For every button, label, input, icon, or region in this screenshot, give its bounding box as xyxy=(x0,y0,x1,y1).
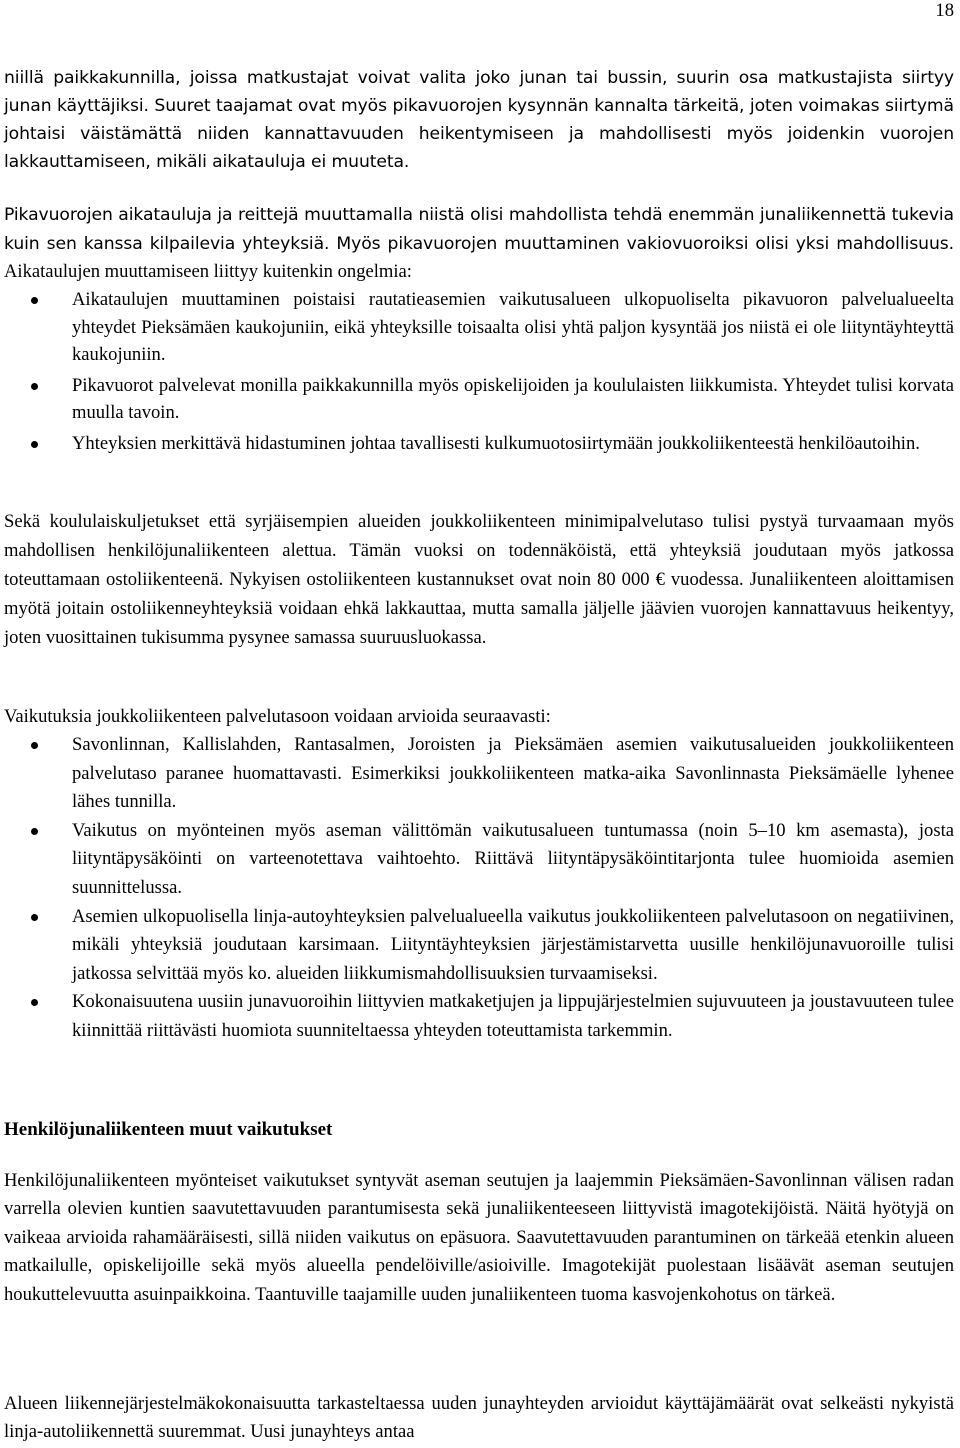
list-item: Savonlinnan, Kallislahden, Rantasalmen, Joroisten ja Pieksämäen asemien vaikutusalueiden joukkoliikenteen palvelutaso paranee huomattavasti. Esimerkiksi joukkoliikenteen matka-aika Savonlinnasta Pieksämäelle lyhenee lähes tunnilla. xyxy=(4,731,954,817)
paragraph-6: Alueen liikennejärjestelmäkokonaisuutta tarkasteltaessa uuden junayhteyden arvioidut käyttäjämäärät ovat selkeästi nykyistä linja-autoliikennettä suuremmat. Uusi junayhteys antaa xyxy=(4,1393,954,1442)
paragraph-3: Sekä koululaiskuljetukset että syrjäisempien alueiden joukkoliikenteen minimipalvelutaso tulisi pystyä turvaamaan myös mahdollisen henkilöjunaliikenteen alettua. Tämän vuoksi on todennäköistä, että yhteyksiä joudutaan myös jatkossa toteuttamaan ostoliikenteenä. Nykyisen ostoliikenteen kustannukset ovat noin 80 000 € vuodessa. Junaliikenteen aloittamisen myötä joitain ostoliikenneyhteyksiä voidaan ehkä lakkauttaa, mutta samalla jäljelle jäävien vuorojen kannattavuus heikentyy, joten vuosittainen tukisumma pysynee samassa suuruusluokassa. xyxy=(4,511,954,648)
list-item: Vaikutus on myönteinen myös aseman välittömän vaikutusalueen tuntumassa (noin 5–10 km asemasta), josta liityntäpysäköinti on varteenotettava vaihtoehto. Riittävä liityntäpysäköintitarjonta tulee huomioida asemien suunnittelussa. xyxy=(4,817,954,903)
bullet-icon xyxy=(31,297,38,304)
bullet-icon xyxy=(31,999,38,1006)
page-number: 18 xyxy=(935,0,954,21)
bullet-icon xyxy=(31,914,38,921)
list-item: Pikavuorot palvelevat monilla paikkakunnilla myös opiskelijoiden ja koululaisten liikkumista. Yhteydet tulisi korvata muulla tavoin. xyxy=(4,372,954,427)
bullet-icon xyxy=(31,742,38,749)
paragraph-4: Vaikutuksia joukkoliikenteen palvelutasoon voidaan arvioida seuraavasti: xyxy=(4,706,551,727)
bullet-list-2 xyxy=(4,731,954,1046)
paragraph-5: Henkilöjunaliikenteen myönteiset vaikutukset syntyvät aseman seutujen ja laajemmin Pieksämäen-Savonlinnan välisen radan varrella olevien kuntien saavutettavuuden parantumisesta sekä junaliikenteeseen liittyvistä imagotekijöistä. Näitä hyötyjä on vaikeaa arvioida rahamääräisesti, sillä niiden vaikutus on epäsuora. Saavutettavuuden parantuminen on tärkeää etenkin alueen matkailulle, opiskelijoille sekä myös alueella pendelöiville/asioiville. Imagotekijät puolestaan lisäävät aseman seutujen houkuttelevuutta asuinpaikkoina. Taantuville taajamille uuden junaliikenteen tuoma kasvojenkohotus on tärkeä. xyxy=(4,1170,954,1305)
paragraph-2-serif: Aikataulujen muuttamiseen liittyy kuitenkin ongelmia: xyxy=(4,261,412,282)
paragraph-2-sans: Pikavuorojen aikatauluja ja reittejä muuttamalla niistä olisi mahdollista tehdä enemmän junaliikennettä tukevia kuin sen kanssa kilpailevia yhteyksiä. Myös pikavuorojen muuttaminen vakiovuoroiksi olisi yksi mahdollisuus. xyxy=(4,205,954,254)
paragraph-1: niillä paikkakunnilla, joissa matkustajat voivat valita joko junan tai bussin, suurin osa matkustajista siirtyy junan käyttäjiksi. Suuret taajamat ovat myös pikavuorojen kysynnän kannalta tärkeitä, joten voimakas siirtymä johtaisi väistämättä niiden kannattavuuden heikentymiseen ja mahdollisesti myös joidenkin vuorojen lakkauttamiseen, mikäli aikatauluja ei muuteta. xyxy=(4,68,954,172)
list-item: Yhteyksien merkittävä hidastuminen johtaa tavallisesti kulkumuotosiirtymään joukkoliikenteestä henkilöautoihin. xyxy=(4,430,954,458)
bullet-icon xyxy=(31,383,38,390)
paragraph-2 xyxy=(4,201,954,287)
list-item: Asemien ulkopuolisella linja-autoyhteyksien palvelualueella vaikutus joukkoliikenteen palvelutasoon on negatiivinen, mikäli yhteyksiä joudutaan karsimaan. Liityntäyhteyksien järjestämistarvetta uusille henkilöjunavuoroille tulisi jatkossa selvittää myös ko. alueiden liikkumismahdollisuuksien turvaamiseksi. xyxy=(4,903,954,989)
bullet-list-1 xyxy=(4,286,954,461)
bullet-icon xyxy=(31,441,38,448)
list-item: Aikataulujen muuttaminen poistaisi rautatieasemien vaikutusalueen ulkopuoliselta pikavuoron palvelualueelta yhteydet Pieksämäen kaukojuniin, eikä yhteyksille toisaalta olisi yhtä paljon kysyntää jos niistä ei ole liityntäyhteyttä kaukojuniin. xyxy=(4,286,954,369)
section-heading: Henkilöjunaliikenteen muut vaikutukset xyxy=(4,1119,333,1140)
list-item: Kokonaisuutena uusiin junavuoroihin liittyvien matkaketjujen ja lippujärjestelmien sujuvuuteen ja joustavuuteen tulee kiinnittää riittävästi huomiota suunniteltaessa yhteyden toteuttamista tarkemmin. xyxy=(4,988,954,1045)
bullet-icon xyxy=(31,828,38,835)
